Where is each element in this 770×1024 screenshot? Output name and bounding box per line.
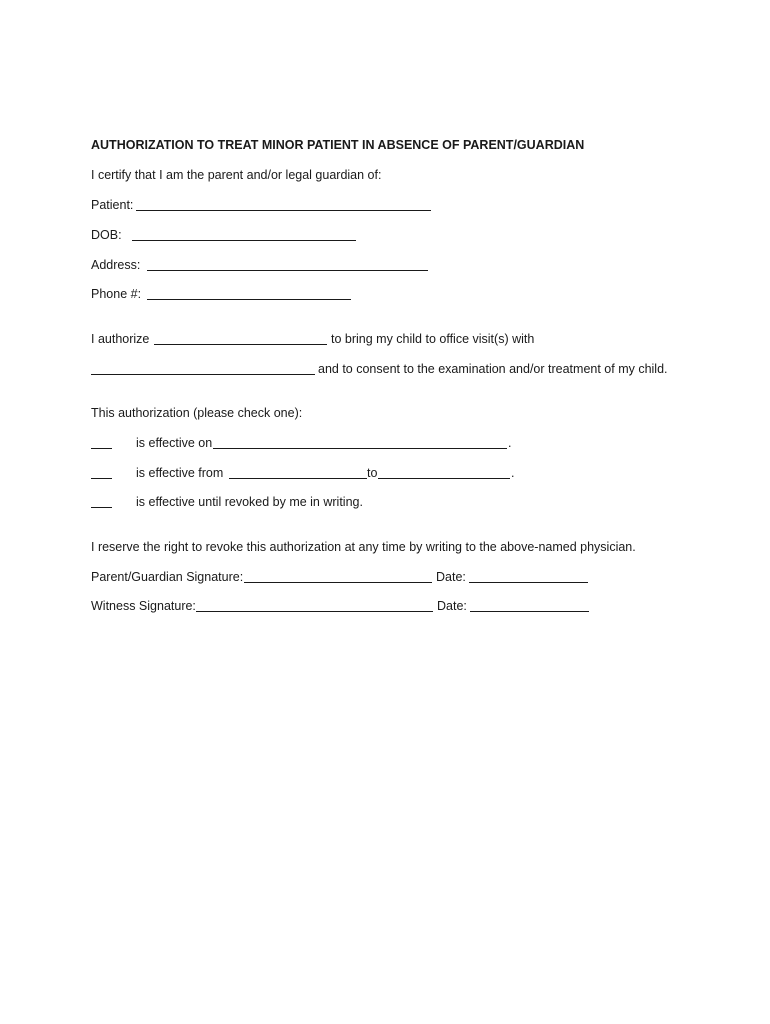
dob-label: DOB: [91, 228, 122, 242]
effective-to-date-field[interactable] [378, 478, 510, 479]
check-heading: This authorization (please check one): [91, 406, 303, 420]
physician-field[interactable] [91, 374, 315, 375]
parent-date-label: Date: [436, 570, 466, 584]
address-field[interactable] [147, 270, 428, 271]
check-until-revoked[interactable] [91, 507, 112, 508]
patient-field[interactable] [136, 210, 431, 211]
parent-signature-label: Parent/Guardian Signature: [91, 570, 244, 584]
witness-date-field[interactable] [470, 611, 589, 612]
effective-from-period: . [511, 466, 515, 480]
authorize-line2-text: and to consent to the examination and/or treatment of my child. [318, 362, 668, 376]
witness-signature-label: Witness Signature: [91, 599, 196, 613]
authorize-line1-text: to bring my child to office visit(s) with [331, 332, 535, 346]
reserve-text: I reserve the right to revoke this authorization at any time by writing to the above-named physician. [91, 540, 636, 554]
effective-on-label: is effective on [136, 436, 213, 450]
effective-on-date-field[interactable] [213, 448, 507, 449]
parent-signature-field[interactable] [244, 582, 432, 583]
witness-signature-field[interactable] [196, 611, 433, 612]
certify-text: I certify that I am the parent and/or legal guardian of: [91, 168, 382, 182]
effective-on-period: . [508, 436, 512, 450]
effective-from-date-field[interactable] [229, 478, 367, 479]
form-title: AUTHORIZATION TO TREAT MINOR PATIENT IN ABSENCE OF PARENT/GUARDIAN [91, 138, 585, 152]
effective-from-label: is effective from [136, 466, 224, 480]
witness-date-label: Date: [437, 599, 467, 613]
check-effective-from[interactable] [91, 478, 112, 479]
until-revoked-label: is effective until revoked by me in writing. [136, 495, 363, 509]
authorized-person-field[interactable] [154, 344, 327, 345]
address-label: Address: [91, 258, 141, 272]
authorize-prefix: I authorize [91, 332, 150, 346]
check-effective-on[interactable] [91, 448, 112, 449]
patient-label: Patient: [91, 198, 134, 212]
phone-label: Phone #: [91, 287, 142, 301]
parent-date-field[interactable] [469, 582, 588, 583]
effective-to-label: to [367, 466, 378, 480]
dob-field[interactable] [132, 240, 356, 241]
phone-field[interactable] [147, 299, 351, 300]
